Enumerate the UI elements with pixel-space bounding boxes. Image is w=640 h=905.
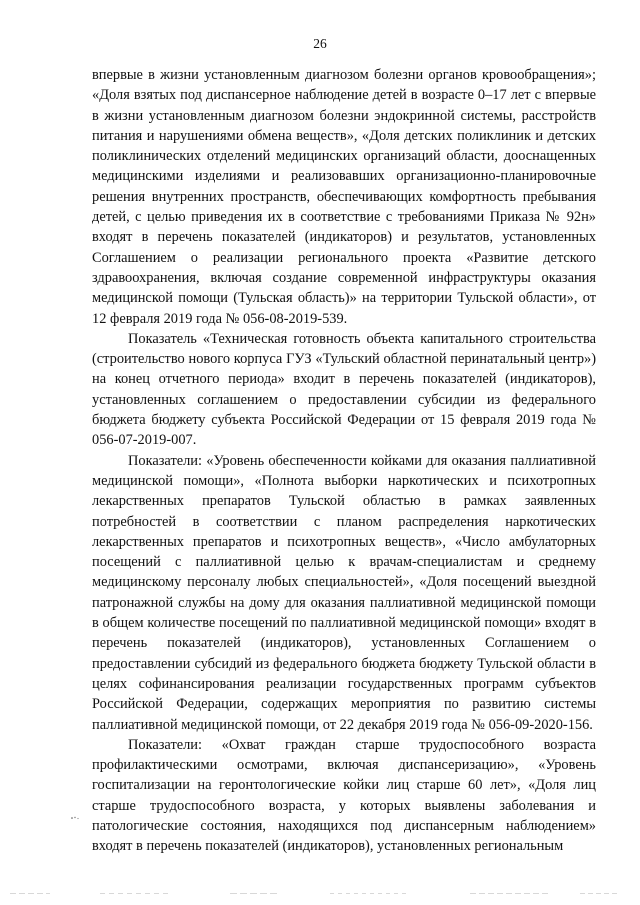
document-body <box>92 65 596 857</box>
paragraph-4: Показатели: «Охват граждан старше трудоспособного возраста профилактическими осмотрами, включая диспансеризацию», «Уровень госпитализации на геронтологические койки лиц старше 60 лет», «Доля лиц старше трудоспособного возраста, у которых выявлены заболевания и патологические состояния, находящихся под диспансерным наблюдением» входят в перечень показателей (индикаторов), установленных региональным <box>92 736 596 855</box>
scan-speck-mark <box>70 815 82 821</box>
scan-edge-artifact <box>10 892 630 895</box>
paragraph-1: впервые в жизни установленным диагнозом болезни органов кровообращения»; «Доля взятых под диспансерное наблюдение детей в возрасте 0–17 лет с впервые в жизни установленным диагнозом болезни эндокринной системы, расстройств питания и нарушениями обмена веществ», «Доля детских поликлиник и детских поликлинических отделений медицинских организаций области, дооснащенных медицинскими изделиями и реализовавших организационно-планировочные решения внутренних пространств, обеспечивающих комфортность пребывания детей, с целью приведения их в соответствие с требованиями Приказа № 92н» входят в перечень показателей (индикаторов) и результатов, установленных Соглашением о реализации регионального проекта «Развитие детского здравоохранения, включая создание современной инфраструктуры оказания медицинской помощи (Тульская область)» на территории Тульской области», от 12 февраля 2019 года № 056-08-2019-539. <box>92 67 596 327</box>
page-number: 26 <box>313 36 327 51</box>
paragraph-3: Показатели: «Уровень обеспеченности койками для оказания паллиативной медицинской помощи», «Полнота выборки наркотических и психотропных лекарственных препаратов Тульской областью в рамках заявленных потребностей в соответствии с планом распределения наркотических лекарственных препаратов и психотропных веществ», «Число амбулаторных посещений с паллиативной целью к врачам-специалистам и среднему медицинскому персоналу любых специальностей», «Доля посещений выездной патронажной службы на дому для оказания паллиативной медицинской помощи в общем количестве посещений по паллиативной медицинской помощи» входят в перечень показателей (индикаторов), установленных Соглашением о предоставлении субсидий из федерального бюджета бюджету Тульской области в целях софинансирования реализации государственных программ субъектов Российской Федерации, содержащих мероприятия по развитию системы паллиативной медицинской помощи, от 22 декабря 2019 года № 056-09-2020-156. <box>92 452 596 733</box>
paragraph-2: Показатель «Техническая готовность объекта капитального строительства (строительство нового корпуса ГУЗ «Тульский областной перинатальный центр») на конец отчетного периода» входит в перечень показателей (индикаторов), установленных соглашением о предоставлении субсидии из федерального бюджета бюджету субъекта Российской Федерации от 15 февраля 2019 года № 056-07-2019-007. <box>92 330 596 449</box>
